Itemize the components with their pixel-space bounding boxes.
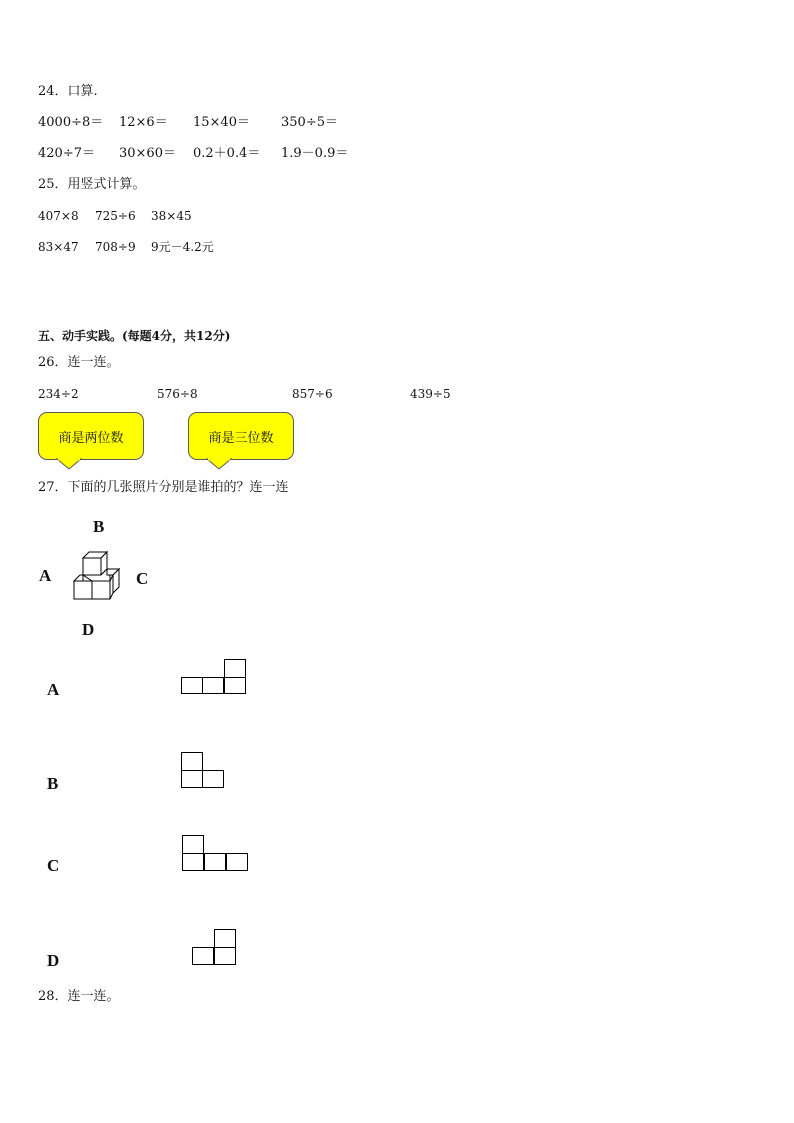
view-label: B bbox=[47, 774, 59, 793]
q24-item: 4000÷8＝ bbox=[38, 115, 104, 130]
q25-item: 725÷6 bbox=[95, 209, 136, 223]
grid-square bbox=[182, 853, 204, 871]
q26-expression: 439÷5 bbox=[410, 387, 451, 401]
position-label-bottom: D bbox=[82, 620, 95, 639]
view-label: C bbox=[47, 856, 60, 875]
grid-square bbox=[192, 947, 214, 965]
q25-title: 25．用竖式计算。 bbox=[38, 177, 146, 192]
q26-expression: 857÷6 bbox=[292, 387, 333, 401]
cube-stack-figure bbox=[72, 552, 122, 604]
bubble-tail bbox=[207, 459, 231, 471]
grid-square bbox=[202, 770, 224, 788]
grid-square bbox=[181, 770, 203, 788]
q24-item: 0.2＋0.4＝ bbox=[193, 146, 261, 161]
grid-square bbox=[181, 677, 203, 694]
bubble-body bbox=[38, 412, 144, 460]
position-label-top: B bbox=[93, 517, 105, 536]
view-label: A bbox=[47, 680, 60, 699]
q25-item: 38×45 bbox=[151, 209, 192, 223]
grid-square bbox=[214, 947, 236, 965]
q26-expression: 234÷2 bbox=[38, 387, 79, 401]
q25-item: 9元－4.2元 bbox=[151, 240, 214, 254]
grid-square bbox=[202, 677, 224, 694]
q24-item: 15×40＝ bbox=[193, 115, 250, 130]
q26-title: 26．连一连。 bbox=[38, 355, 120, 370]
bubble-label: 商是两位数 bbox=[58, 430, 124, 446]
view-label: D bbox=[47, 951, 60, 970]
grid-square bbox=[224, 677, 246, 694]
bubble-tail bbox=[57, 459, 81, 471]
bubble-body bbox=[188, 412, 294, 460]
q24-item: 12×6＝ bbox=[119, 115, 168, 130]
grid-square bbox=[182, 835, 204, 854]
q25-item: 83×47 bbox=[38, 240, 79, 254]
q24-title: 24．口算. bbox=[38, 84, 98, 99]
q25-item: 407×8 bbox=[38, 209, 79, 223]
q24-item: 420÷7＝ bbox=[38, 146, 95, 161]
q24-item: 350÷5＝ bbox=[281, 115, 338, 130]
position-label-left: A bbox=[39, 566, 52, 585]
q24-item: 30×60＝ bbox=[119, 146, 176, 161]
bubble-label: 商是三位数 bbox=[208, 430, 274, 446]
grid-square bbox=[204, 853, 226, 871]
q26-expression: 576÷8 bbox=[157, 387, 198, 401]
position-label-right: C bbox=[136, 569, 149, 588]
grid-square bbox=[224, 659, 246, 678]
grid-square bbox=[226, 853, 248, 871]
q25-item: 708÷9 bbox=[95, 240, 136, 254]
grid-square bbox=[214, 929, 236, 948]
q24-item: 1.9－0.9＝ bbox=[281, 146, 349, 161]
section-heading: 五、动手实践。(每题4分，共12分) bbox=[38, 329, 231, 343]
grid-square bbox=[181, 752, 203, 771]
q28-title: 28．连一连。 bbox=[38, 989, 120, 1004]
q27-title: 27．下面的几张照片分别是谁拍的？连一连 bbox=[38, 480, 289, 495]
